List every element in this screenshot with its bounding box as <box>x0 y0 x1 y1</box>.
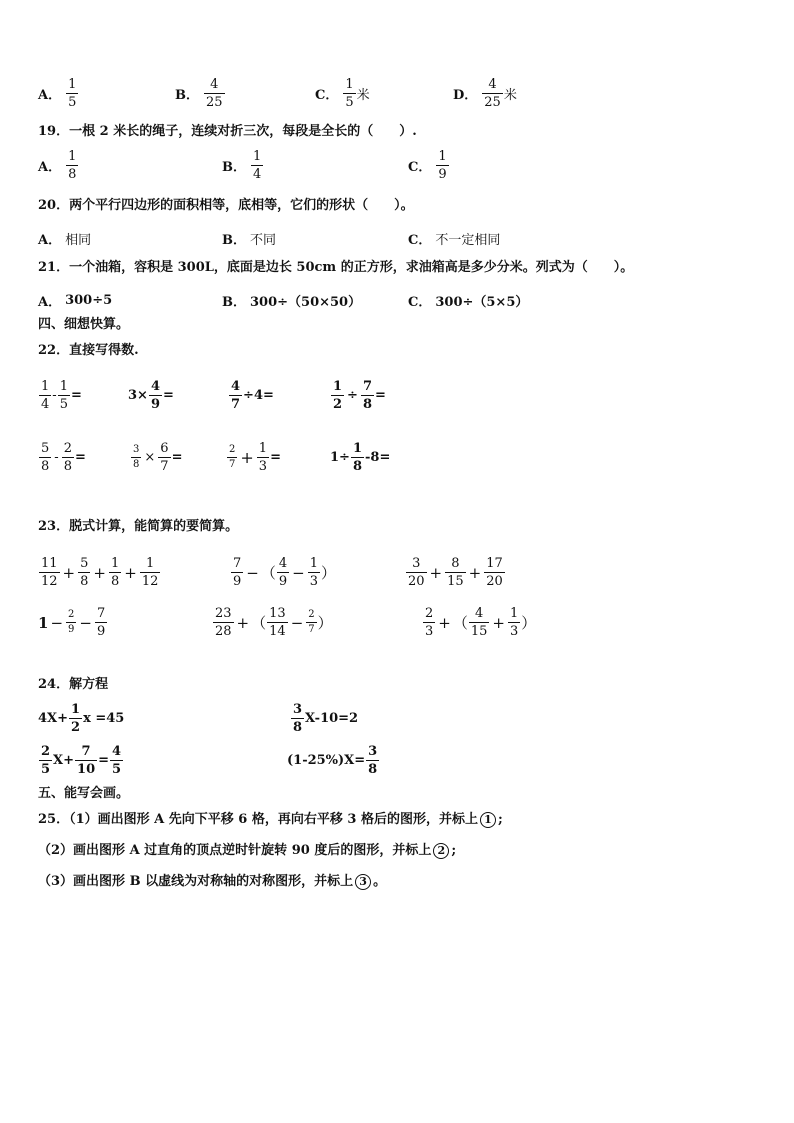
q22-item-6: $\frac{3}{8}$ × $\frac{6}{7}$ = <box>133 441 183 474</box>
q22-question: 22．直接写得数. <box>38 343 139 358</box>
q21-option-b[interactable]: B． 300÷（50×50） <box>222 295 362 310</box>
q19-question: 19．一根 2 米长的绳子，连续对折三次，每段是全长的（ ）. <box>38 124 417 139</box>
fraction: $\frac{4}{25}$ <box>206 77 223 110</box>
option-letter: A． <box>38 88 62 103</box>
q19-option-c[interactable]: C． $\frac{1}{9}$ <box>408 149 447 182</box>
q24-equation-2: $\frac{3}{8}$ X-10=2 <box>293 702 359 735</box>
q24-equation-1: 4X+ $\frac{1}{2}$ x =45 <box>38 702 125 735</box>
unit: 米 <box>356 88 370 103</box>
q18-option-d[interactable] <box>453 78 517 109</box>
q23-item-4: 1 − $\frac{2}{9}$ − $\frac{7}{9}$ <box>38 606 106 639</box>
circled-number-1: 1 <box>480 812 496 828</box>
q22-item-2: 3 × $\frac{4}{9}$ = <box>128 379 174 412</box>
q22-item-4: $\frac{1}{2}$ ÷ $\frac{7}{8}$ = <box>333 379 386 412</box>
q23-item-2: $\frac{7}{9}$ − （ $\frac{4}{9}$ − $\frac{1}{3}$ ） <box>233 556 337 589</box>
q24-equation-4: (1-25%)X= $\frac{3}{8}$ <box>287 744 378 777</box>
q22-item-3: $\frac{4}{7}$ ÷ 4 = <box>231 379 274 412</box>
q24-equation-3: $\frac{2}{5}$ X+ $\frac{7}{10}$ = $\frac{4}{5}$ <box>41 744 122 777</box>
q18-option-a[interactable] <box>38 78 79 109</box>
q24-question: 24．解方程 <box>38 677 109 692</box>
q19-option-a[interactable]: A． $\frac{1}{8}$ <box>38 149 77 182</box>
fraction: $\frac{1}{4}$ <box>253 149 262 182</box>
fraction: $\frac{4}{25}$ <box>484 77 501 110</box>
q25-part-2: （2）画出图形 A 过直角的顶点逆时针旋转 90 度后的图形，并标上 2 ; <box>38 843 457 858</box>
q23-question: 23．脱式计算，能简算的要简算。 <box>38 519 239 534</box>
q19-option-b[interactable]: B． $\frac{1}{4}$ <box>222 149 262 182</box>
q22-item-5: $\frac{5}{8}$ - $\frac{2}{8}$ = <box>41 441 86 474</box>
q21-option-c[interactable]: C． 300÷（5×5） <box>408 295 529 310</box>
fraction: $\frac{1}{5}$ <box>345 77 354 110</box>
q23-item-6: $\frac{2}{3}$ + （ $\frac{4}{15}$ + $\frac{1}{3}$ ） <box>425 606 537 639</box>
q25-part-3: （3）画出图形 B 以虚线为对称轴的对称图形，并标上 3 。 <box>38 874 387 889</box>
fraction: $\frac{1}{5}$ <box>68 77 77 110</box>
q18-option-b[interactable] <box>175 78 226 109</box>
unit: 米 <box>503 88 517 103</box>
q18-option-c[interactable] <box>315 78 370 109</box>
q23-item-5: $\frac{23}{28}$ + （ $\frac{13}{14}$ − $\frac{2}{7}$ ） <box>215 606 333 639</box>
section-five-heading: 五、能写会画。 <box>38 786 130 801</box>
circled-number-2: 2 <box>433 843 449 859</box>
q20-option-a[interactable]: A． 相同 <box>38 233 92 248</box>
q22-item-7: $\frac{2}{7}$ + $\frac{1}{3}$ = <box>229 441 281 474</box>
q22-item-1: $\frac{1}{4}$ - $\frac{1}{5}$ = <box>41 379 82 412</box>
fraction: $\frac{1}{9}$ <box>438 149 447 182</box>
circled-number-3: 3 <box>355 874 371 890</box>
q20-question: 20．两个平行四边形的面积相等，底相等，它们的形状（ ）。 <box>38 198 414 213</box>
option-letter: B． <box>175 88 199 103</box>
fraction: $\frac{1}{8}$ <box>68 149 77 182</box>
section-four-heading: 四、细想快算。 <box>38 317 130 332</box>
q23-item-3: $\frac{3}{20}$ + $\frac{8}{15}$ + $\frac{17}{20}$ <box>408 556 503 589</box>
option-letter: C． <box>315 88 339 103</box>
q20-option-c[interactable]: C． 不一定相同 <box>408 233 501 248</box>
q21-option-a[interactable]: A． 300÷5 <box>38 293 113 310</box>
option-letter: D． <box>453 88 478 103</box>
q21-question: 21．一个油箱，容积是 300L，底面是边长 50cm 的正方形，求油箱高是多少分米。列式为（ ）。 <box>38 260 634 275</box>
q20-option-b[interactable]: B． 不同 <box>222 233 277 248</box>
q22-item-8: 1 ÷ $\frac{1}{8}$ -8 = <box>330 441 391 474</box>
q25-part-1: 25．（1）画出图形 A 先向下平移 6 格，再向右平移 3 格后的图形，并标上 1 ; <box>38 812 503 827</box>
q23-item-1: $\frac{11}{12}$ + $\frac{5}{8}$ + $\frac{1}{8}$ + $\frac{1}{12}$ <box>41 556 159 589</box>
